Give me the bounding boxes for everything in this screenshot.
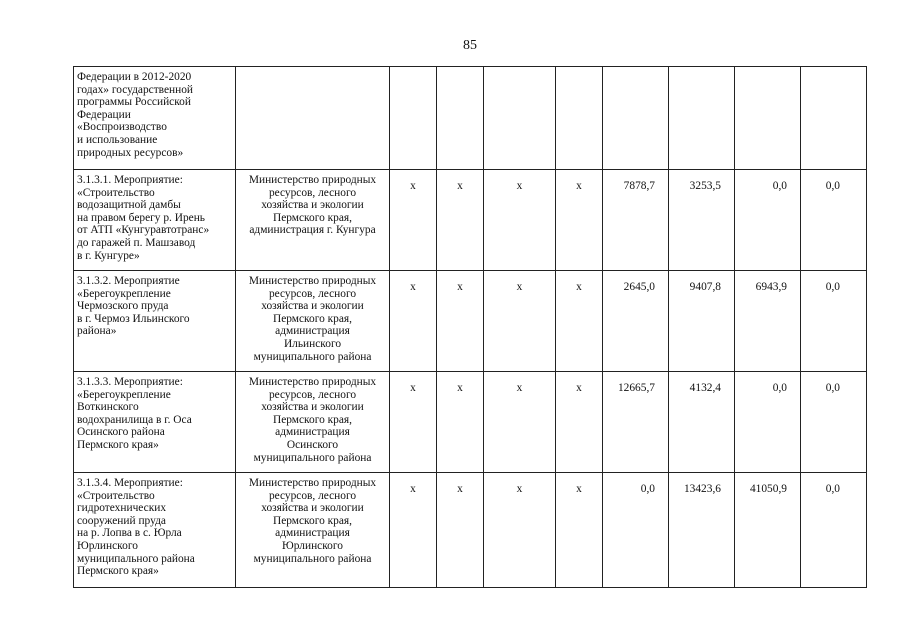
table-row [74, 372, 867, 473]
measure-description: Федерации в 2012-2020 годах» государственной программы Российской Федерации «Воспроизводство и использование природных ресурсов» [74, 67, 236, 170]
budget-code-cell: x [556, 372, 603, 473]
budget-code-cell: x [556, 170, 603, 271]
funding-value: 0,0 [735, 170, 801, 271]
measure-description: 3.1.3.2. Мероприятие «Берегоукрепление Чермозского пруда в г. Чермоз Ильинского района» [74, 271, 236, 372]
budget-code-cell: x [556, 473, 603, 588]
responsible-executor: Министерство природных ресурсов, лесного хозяйства и экологии Пермского края, администрация г. Кунгура [236, 170, 390, 271]
budget-code-cell: x [484, 271, 556, 372]
program-table [73, 66, 867, 588]
funding-value: 41050,9 [735, 473, 801, 588]
budget-code-cell: x [390, 473, 437, 588]
measure-description: 3.1.3.4. Мероприятие: «Строительство гидротехнических сооружений пруда на р. Лопва в с. Юрла Юрлинского муниципального района Пермского края» [74, 473, 236, 588]
funding-value: 3253,5 [669, 170, 735, 271]
funding-value [801, 67, 867, 170]
funding-value: 7878,7 [603, 170, 669, 271]
funding-value: 2645,0 [603, 271, 669, 372]
funding-value: 0,0 [801, 473, 867, 588]
funding-value [735, 67, 801, 170]
funding-value: 6943,9 [735, 271, 801, 372]
budget-code-cell: x [484, 473, 556, 588]
funding-value: 9407,8 [669, 271, 735, 372]
budget-code-cell [556, 67, 603, 170]
table-row [74, 271, 867, 372]
budget-code-cell: x [437, 170, 484, 271]
responsible-executor: Министерство природных ресурсов, лесного хозяйства и экологии Пермского края, администрация Юрлинского муниципального района [236, 473, 390, 588]
budget-code-cell: x [390, 271, 437, 372]
page-number: 85 [463, 38, 477, 53]
funding-value: 12665,7 [603, 372, 669, 473]
funding-value: 0,0 [735, 372, 801, 473]
table-row [74, 67, 867, 170]
budget-code-cell [390, 67, 437, 170]
funding-value: 0,0 [801, 271, 867, 372]
budget-code-cell: x [484, 170, 556, 271]
budget-code-cell: x [556, 271, 603, 372]
responsible-executor: Министерство природных ресурсов, лесного хозяйства и экологии Пермского края, администрация Осинского муниципального района [236, 372, 390, 473]
funding-value: 4132,4 [669, 372, 735, 473]
budget-code-cell: x [437, 372, 484, 473]
responsible-executor [236, 67, 390, 170]
budget-code-cell: x [390, 170, 437, 271]
funding-value: 0,0 [603, 473, 669, 588]
funding-value [669, 67, 735, 170]
table-row [74, 170, 867, 271]
responsible-executor: Министерство природных ресурсов, лесного хозяйства и экологии Пермского края, администрация Ильинского муниципального района [236, 271, 390, 372]
budget-code-cell: x [437, 271, 484, 372]
budget-code-cell: x [437, 473, 484, 588]
funding-value: 13423,6 [669, 473, 735, 588]
table-row [74, 473, 867, 588]
budget-code-cell: x [484, 372, 556, 473]
funding-value: 0,0 [801, 170, 867, 271]
measure-description: 3.1.3.1. Мероприятие: «Строительство водозащитной дамбы на правом берегу р. Ирень от АТП «Кунгуравтотранс» до гаражей п. Машзавод в г. Кунгуре» [74, 170, 236, 271]
budget-code-cell: x [390, 372, 437, 473]
funding-value [603, 67, 669, 170]
budget-code-cell [437, 67, 484, 170]
funding-value: 0,0 [801, 372, 867, 473]
budget-code-cell [484, 67, 556, 170]
measure-description: 3.1.3.3. Мероприятие: «Берегоукрепление Воткинского водохранилища в г. Оса Осинского района Пермского края» [74, 372, 236, 473]
